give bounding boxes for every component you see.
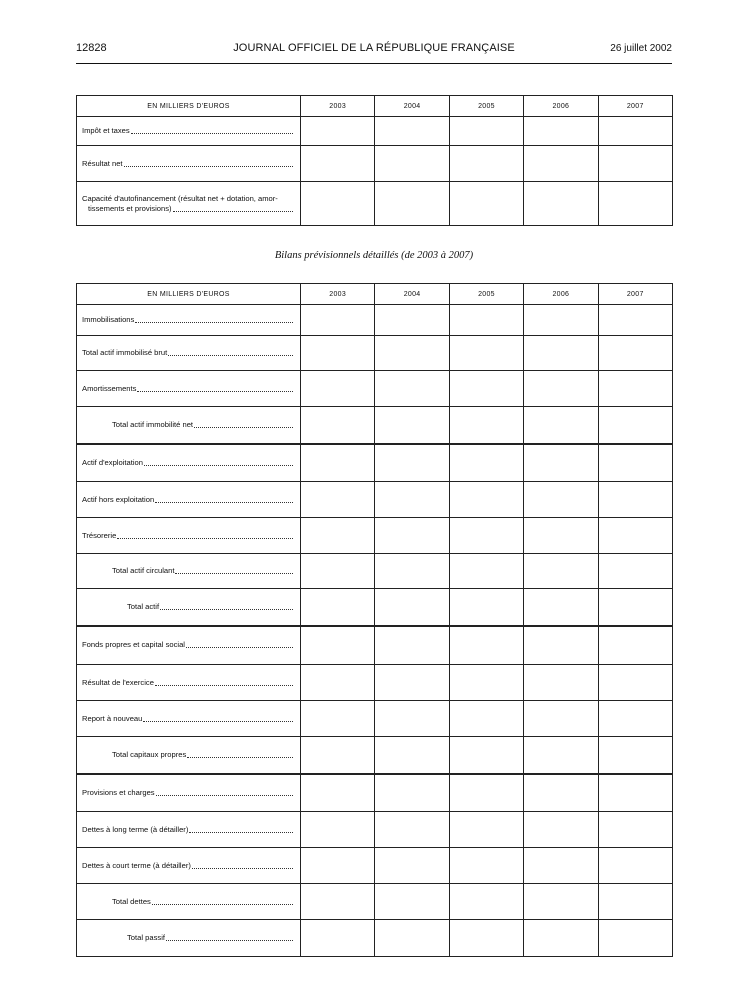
- financial-summary-table: [76, 95, 673, 226]
- value-cell: [598, 554, 672, 589]
- value-cell: [598, 407, 672, 444]
- value-cell: [524, 146, 598, 182]
- value-cell: [449, 371, 523, 407]
- value-cell: [449, 554, 523, 589]
- table-row: [77, 737, 673, 774]
- journal-title: JOURNAL OFFICIEL DE LA RÉPUBLIQUE FRANÇAISE: [233, 42, 515, 54]
- publication-date: 26 juillet 2002: [610, 43, 672, 54]
- value-cell: [301, 626, 375, 665]
- table-row: [77, 665, 673, 701]
- table-row: [77, 146, 673, 182]
- value-cell: [598, 812, 672, 848]
- value-cell: [598, 884, 672, 920]
- value-cell: [449, 336, 523, 371]
- section-subtitle: Bilans prévisionnels détaillés (de 2003 à 2007): [274, 250, 474, 261]
- value-cell: [598, 336, 672, 371]
- value-cell: [301, 812, 375, 848]
- row-label: Actif d'exploitation: [82, 457, 143, 467]
- dot-leader: [124, 166, 293, 167]
- value-cell: [375, 336, 449, 371]
- row-label-cell: [77, 737, 301, 774]
- value-cell: [301, 665, 375, 701]
- value-cell: [449, 589, 523, 626]
- value-cell: [449, 117, 523, 146]
- year-header: 2004: [375, 96, 449, 117]
- value-cell: [524, 444, 598, 482]
- page-header: [76, 40, 672, 60]
- value-cell: [449, 626, 523, 665]
- year-header: 2003: [301, 284, 375, 305]
- value-cell: [598, 182, 672, 226]
- value-cell: [449, 737, 523, 774]
- value-cell: [375, 774, 449, 812]
- value-cell: [449, 884, 523, 920]
- table-row: [77, 518, 673, 554]
- value-cell: [375, 920, 449, 957]
- dot-leader: [166, 940, 293, 941]
- value-cell: [598, 920, 672, 957]
- dot-leader: [144, 465, 293, 466]
- value-cell: [449, 920, 523, 957]
- table-row: [77, 920, 673, 957]
- row-label: Total dettes: [112, 896, 151, 906]
- value-cell: [375, 626, 449, 665]
- value-cell: [449, 518, 523, 554]
- value-cell: [449, 774, 523, 812]
- value-cell: [375, 482, 449, 518]
- value-cell: [524, 884, 598, 920]
- row-label-cell: [77, 146, 301, 182]
- value-cell: [598, 589, 672, 626]
- row-label-cell: [77, 920, 301, 957]
- year-header: 2003: [301, 96, 375, 117]
- value-cell: [301, 554, 375, 589]
- value-cell: [524, 626, 598, 665]
- value-cell: [449, 665, 523, 701]
- value-cell: [301, 444, 375, 482]
- value-cell: [301, 482, 375, 518]
- row-label-cell: [77, 554, 301, 589]
- row-label-cell: [77, 812, 301, 848]
- year-header: 2005: [449, 284, 523, 305]
- dot-leader: [131, 133, 293, 134]
- value-cell: [449, 482, 523, 518]
- value-cell: [301, 146, 375, 182]
- row-label-cell: [77, 589, 301, 626]
- row-label: Total actif immobilité net: [112, 419, 194, 429]
- value-cell: [598, 518, 672, 554]
- dot-leader: [175, 573, 293, 574]
- value-cell: [449, 812, 523, 848]
- dot-leader: [186, 647, 293, 648]
- table-row: [77, 812, 673, 848]
- value-cell: [524, 482, 598, 518]
- row-label: Résultat net: [82, 158, 123, 168]
- table-row: [77, 371, 673, 407]
- value-cell: [375, 371, 449, 407]
- table-row: [77, 701, 673, 737]
- table-header-row: [77, 96, 673, 117]
- table-row: [77, 774, 673, 812]
- value-cell: [449, 701, 523, 737]
- value-cell: [301, 336, 375, 371]
- value-cell: [375, 407, 449, 444]
- dot-leader: [155, 685, 293, 686]
- row-label: Impôt et taxes: [82, 126, 130, 135]
- value-cell: [375, 884, 449, 920]
- value-cell: [598, 626, 672, 665]
- value-cell: [524, 371, 598, 407]
- value-cell: [375, 444, 449, 482]
- label-column-header: EN MILLIERS D'EUROS: [77, 96, 301, 117]
- row-label: Total actif: [127, 601, 160, 611]
- value-cell: [301, 848, 375, 884]
- value-cell: [375, 518, 449, 554]
- year-header: 2007: [598, 284, 672, 305]
- dot-leader: [135, 322, 293, 323]
- row-label-cell: [77, 336, 301, 371]
- row-label-line: tissements et provisions): [88, 203, 172, 213]
- value-cell: [598, 482, 672, 518]
- row-label: Immobilisations: [82, 315, 135, 324]
- table-row: [77, 407, 673, 444]
- value-cell: [301, 774, 375, 812]
- value-cell: [598, 305, 672, 336]
- dot-leader: [189, 832, 293, 833]
- value-cell: [524, 554, 598, 589]
- header-rule: [76, 63, 672, 64]
- balance-sheet-table: [76, 283, 673, 957]
- row-label: Total actif circulant: [112, 566, 175, 575]
- row-label: Total capitaux propres: [112, 749, 187, 759]
- value-cell: [301, 701, 375, 737]
- value-cell: [449, 407, 523, 444]
- value-cell: [524, 182, 598, 226]
- value-cell: [524, 117, 598, 146]
- page-number: 12828: [76, 42, 107, 54]
- value-cell: [598, 665, 672, 701]
- value-cell: [375, 812, 449, 848]
- table-header-row: [77, 284, 673, 305]
- row-label-cell: [77, 848, 301, 884]
- row-label-cell: [77, 774, 301, 812]
- row-label-line: Capacité d'autofinancement (résultat net + dotation, amor-: [82, 193, 278, 203]
- value-cell: [375, 848, 449, 884]
- dot-leader: [187, 757, 293, 758]
- value-cell: [524, 774, 598, 812]
- dot-leader: [194, 427, 293, 428]
- value-cell: [375, 554, 449, 589]
- value-cell: [301, 589, 375, 626]
- row-label-cell: [77, 305, 301, 336]
- dot-leader: [192, 868, 293, 869]
- value-cell: [524, 665, 598, 701]
- row-label-cell: [77, 182, 301, 226]
- row-label-cell: [77, 626, 301, 665]
- value-cell: [524, 737, 598, 774]
- value-cell: [449, 444, 523, 482]
- value-cell: [375, 737, 449, 774]
- value-cell: [449, 182, 523, 226]
- value-cell: [375, 701, 449, 737]
- dot-leader: [156, 795, 293, 796]
- table-row: [77, 884, 673, 920]
- value-cell: [375, 665, 449, 701]
- value-cell: [375, 305, 449, 336]
- value-cell: [375, 117, 449, 146]
- row-label: Fonds propres et capital social: [82, 640, 185, 650]
- value-cell: [301, 920, 375, 957]
- value-cell: [524, 701, 598, 737]
- value-cell: [301, 305, 375, 336]
- value-cell: [598, 444, 672, 482]
- value-cell: [375, 146, 449, 182]
- value-cell: [449, 305, 523, 336]
- value-cell: [598, 117, 672, 146]
- row-label-cell: [77, 884, 301, 920]
- row-label: Trésorerie: [82, 530, 117, 540]
- value-cell: [524, 848, 598, 884]
- row-label-cell: [77, 117, 301, 146]
- row-label-cell: [77, 371, 301, 407]
- label-column-header: EN MILLIERS D'EUROS: [77, 284, 301, 305]
- dot-leader: [137, 391, 293, 392]
- year-header: 2007: [598, 96, 672, 117]
- value-cell: [301, 117, 375, 146]
- value-cell: [598, 371, 672, 407]
- table-row: [77, 848, 673, 884]
- row-label-cell: [77, 518, 301, 554]
- value-cell: [598, 848, 672, 884]
- dot-leader: [168, 355, 293, 356]
- dot-leader: [117, 538, 293, 539]
- table-row: [77, 589, 673, 626]
- value-cell: [598, 701, 672, 737]
- row-label: Total actif immobilisé brut: [82, 348, 168, 357]
- row-label: Résultat de l'exercice: [82, 677, 154, 687]
- value-cell: [598, 737, 672, 774]
- value-cell: [301, 182, 375, 226]
- table-row: [77, 444, 673, 482]
- value-cell: [524, 336, 598, 371]
- value-cell: [598, 774, 672, 812]
- dot-leader: [152, 904, 293, 905]
- table-row: [77, 117, 673, 146]
- table-row: [77, 482, 673, 518]
- row-label-cell: [77, 665, 301, 701]
- value-cell: [524, 518, 598, 554]
- value-cell: [524, 305, 598, 336]
- year-header: 2006: [524, 96, 598, 117]
- value-cell: [598, 146, 672, 182]
- value-cell: [301, 371, 375, 407]
- table-row: [77, 336, 673, 371]
- table-row: [77, 305, 673, 336]
- value-cell: [301, 884, 375, 920]
- value-cell: [301, 737, 375, 774]
- dot-leader: [155, 502, 293, 503]
- table-row: [77, 182, 673, 226]
- value-cell: [301, 407, 375, 444]
- table-row: [77, 554, 673, 589]
- dot-leader: [173, 211, 293, 212]
- value-cell: [524, 407, 598, 444]
- value-cell: [524, 589, 598, 626]
- row-label: Dettes à long terme (à détailler): [82, 824, 189, 834]
- row-label: Dettes à court terme (à détailler): [82, 860, 191, 870]
- row-label-cell: [77, 444, 301, 482]
- dot-leader: [143, 721, 293, 722]
- value-cell: [375, 589, 449, 626]
- row-label: Total passif: [127, 933, 165, 942]
- value-cell: [301, 518, 375, 554]
- value-cell: [449, 146, 523, 182]
- value-cell: [375, 182, 449, 226]
- row-label: Provisions et charges: [82, 787, 155, 797]
- row-label: Amortissements: [82, 383, 137, 393]
- value-cell: [524, 920, 598, 957]
- dot-leader: [160, 609, 293, 610]
- year-header: 2004: [375, 284, 449, 305]
- year-header: 2005: [449, 96, 523, 117]
- row-label-cell: [77, 482, 301, 518]
- table-row: [77, 626, 673, 665]
- value-cell: [524, 812, 598, 848]
- row-label: Actif hors exploitation: [82, 494, 155, 504]
- value-cell: [449, 848, 523, 884]
- row-label: Report à nouveau: [82, 713, 143, 723]
- row-label-cell: [77, 407, 301, 444]
- row-label-cell: [77, 701, 301, 737]
- year-header: 2006: [524, 284, 598, 305]
